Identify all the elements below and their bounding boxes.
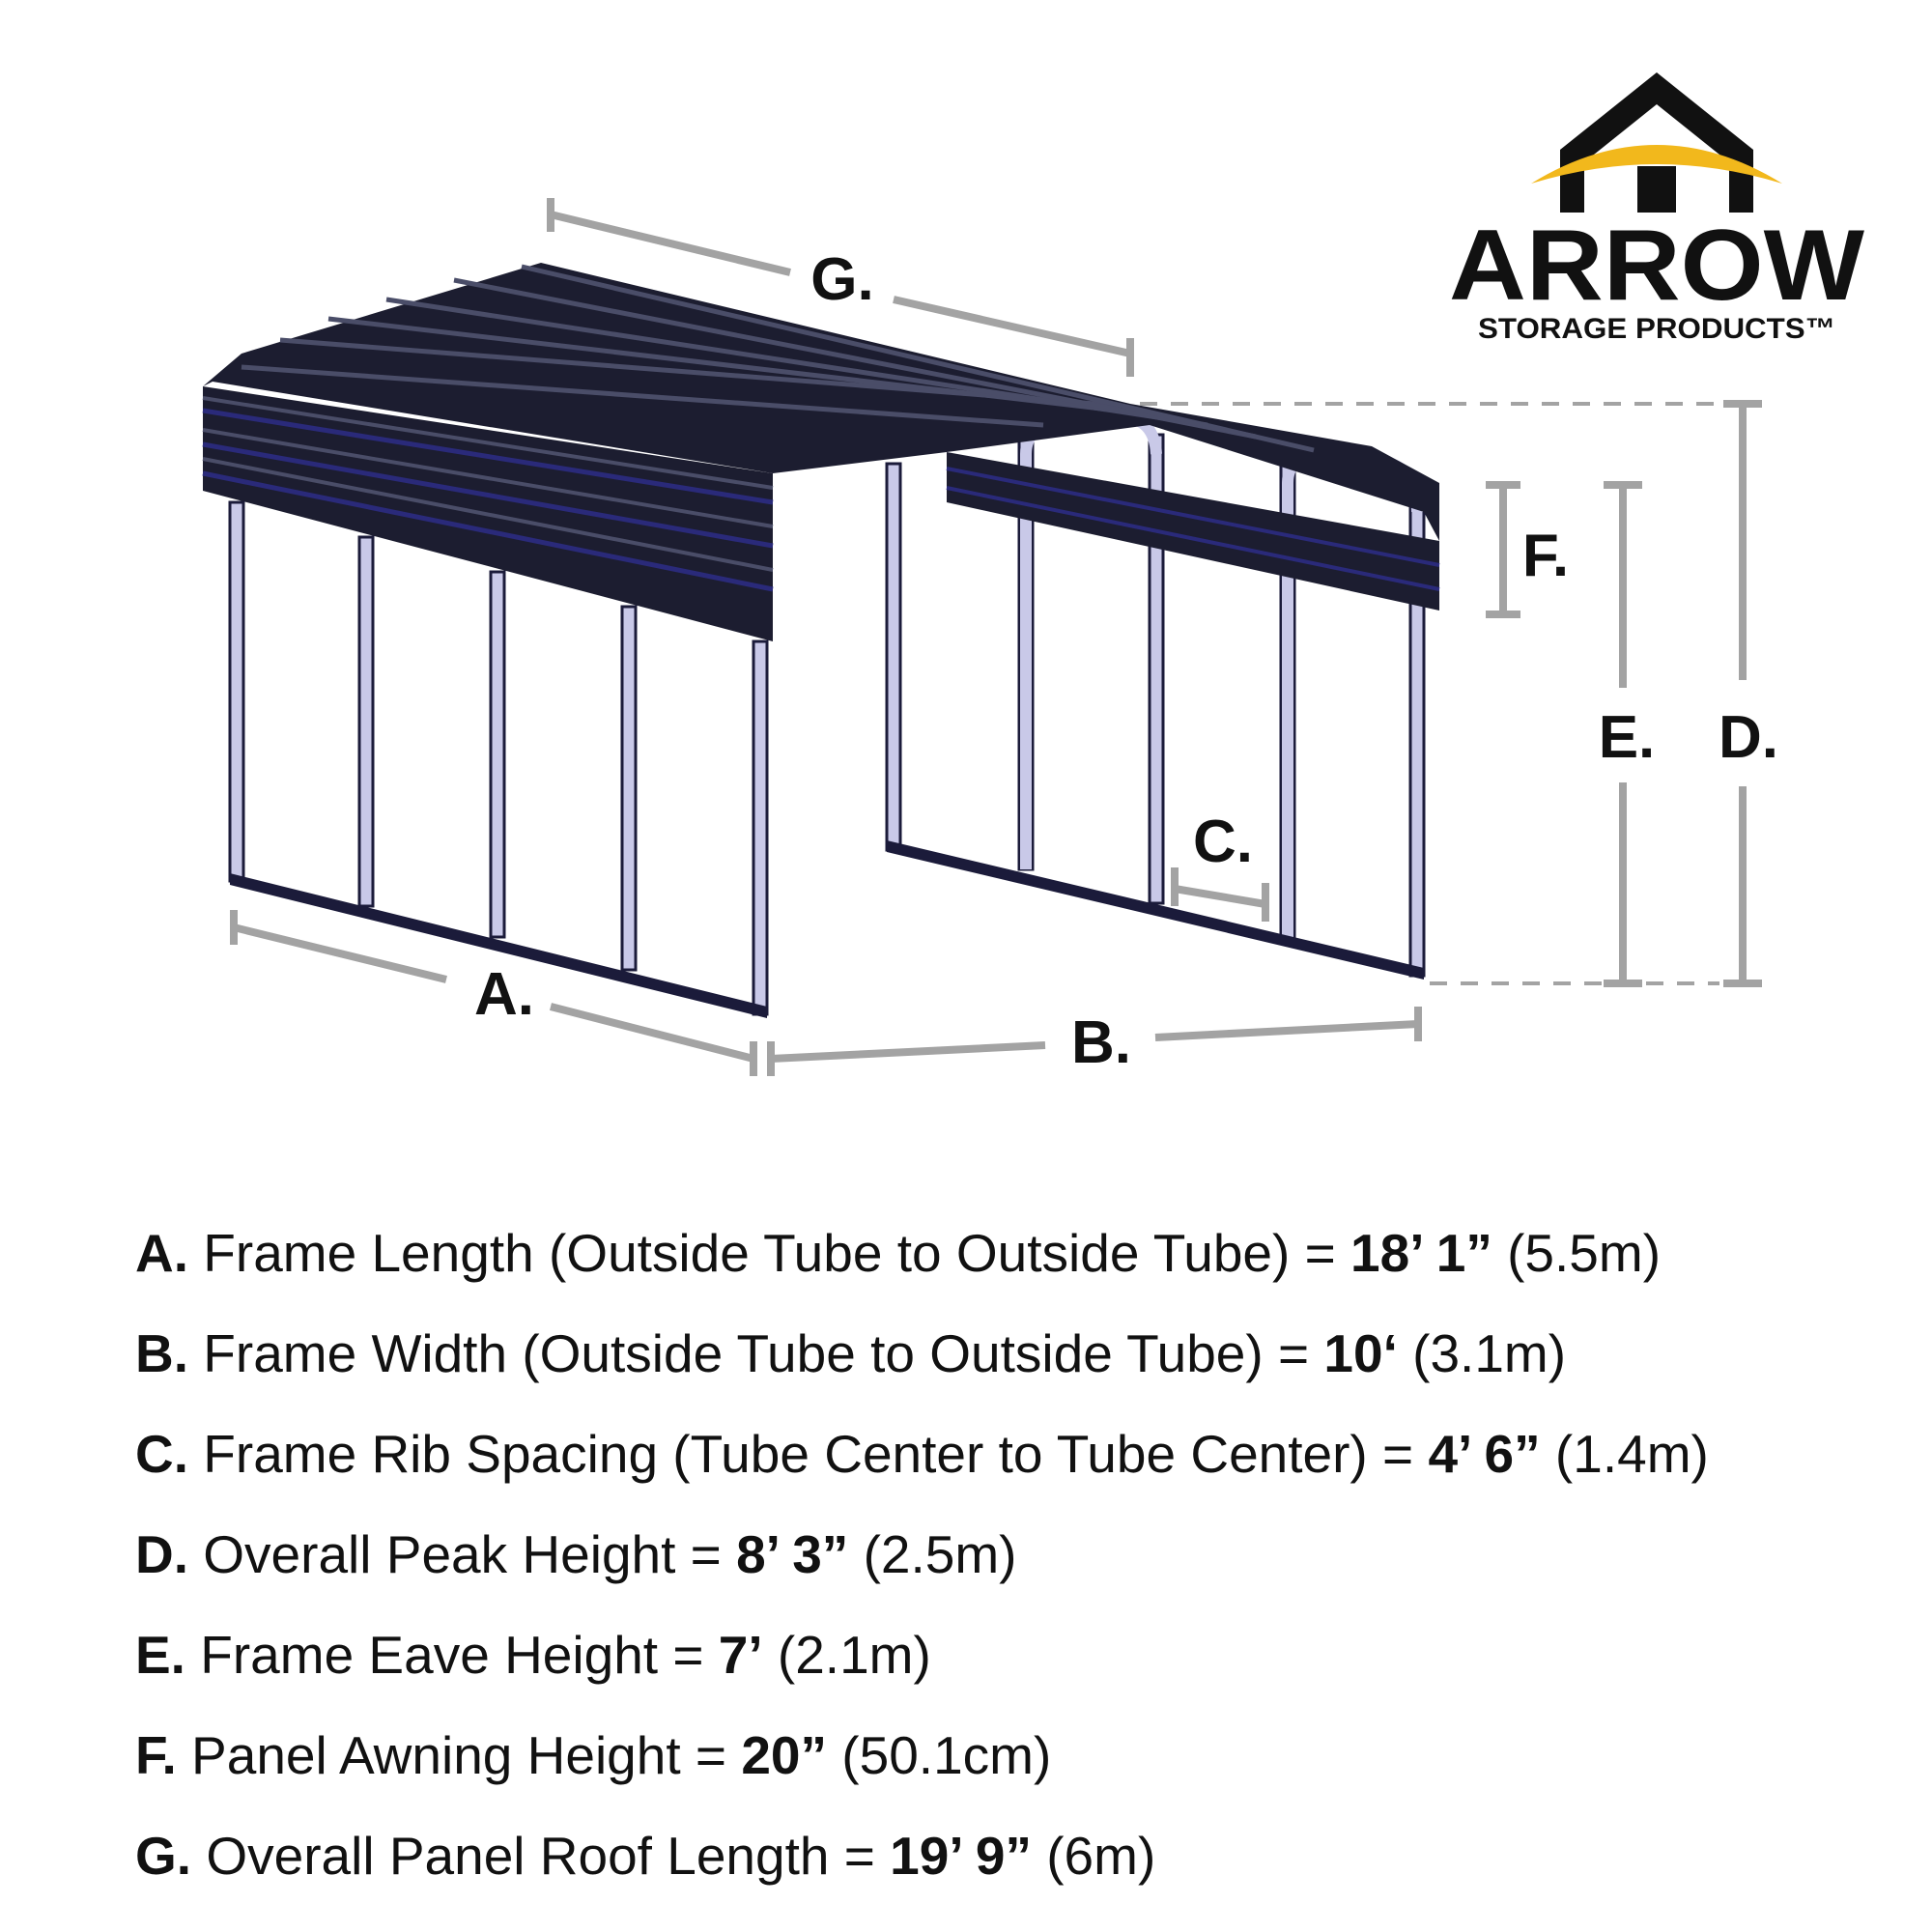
left-post-2 (359, 537, 373, 906)
spec-row-a (135, 1203, 1893, 1303)
dim-label-b: B. (1071, 1009, 1131, 1076)
right-post-1 (887, 464, 900, 850)
dim-label-d: D. (1719, 704, 1778, 771)
spec-metric: (2.1m) (762, 1625, 931, 1685)
spec-key: E. (135, 1625, 185, 1685)
spec-key: D. (135, 1524, 188, 1584)
logo-brand: ARROW (1449, 210, 1865, 322)
dim-g-line-right (894, 299, 1130, 354)
house-icon (1531, 72, 1782, 213)
dim-g-line-left (551, 214, 790, 272)
left-post-3 (491, 572, 504, 937)
left-post-5 (753, 641, 767, 1014)
dim-c-line (1175, 889, 1265, 904)
spec-text: Frame Width (Outside Tube to Outside Tube) = (188, 1323, 1324, 1383)
spec-value: 7’ (718, 1625, 763, 1685)
spec-key: F. (135, 1725, 177, 1785)
spec-value: 20” (741, 1725, 828, 1785)
spec-key: A. (135, 1223, 188, 1283)
spec-metric: (2.5m) (848, 1524, 1017, 1584)
dim-b-line-right (1155, 1024, 1418, 1037)
arrow-logo (1439, 58, 1874, 348)
spec-metric: (3.1m) (1397, 1323, 1567, 1383)
dim-label-a: A. (474, 961, 534, 1028)
spec-row-e (135, 1605, 1893, 1705)
dim-b-line-left (771, 1045, 1045, 1059)
spec-metric: (6m) (1031, 1826, 1156, 1886)
spec-value: 8’ 3” (736, 1524, 849, 1584)
spec-text: Overall Panel Roof Length = (191, 1826, 891, 1886)
spec-key: C. (135, 1424, 188, 1484)
spec-metric: (5.5m) (1492, 1223, 1662, 1283)
spec-metric: (1.4m) (1540, 1424, 1709, 1484)
spec-key: G. (135, 1826, 192, 1886)
dim-a-line-right (551, 1007, 753, 1059)
spec-value: 18’ 1” (1350, 1223, 1492, 1283)
dim-label-c: C. (1193, 809, 1253, 875)
dim-label-g: G. (810, 246, 874, 313)
spec-row-d (135, 1504, 1893, 1605)
specification-list (135, 1203, 1893, 1906)
spec-row-f (135, 1705, 1893, 1805)
spec-row-c (135, 1404, 1893, 1504)
dim-label-f: F. (1521, 523, 1570, 589)
spec-value: 19’ 9” (890, 1826, 1032, 1886)
spec-row-g (135, 1805, 1893, 1906)
dim-label-e: E. (1598, 704, 1656, 771)
spec-text: Frame Eave Height = (185, 1625, 719, 1685)
spec-key: B. (135, 1323, 188, 1383)
left-post-1 (230, 502, 243, 881)
spec-text: Frame Length (Outside Tube to Outside Tube) = (188, 1223, 1351, 1283)
spec-text: Frame Rib Spacing (Tube Center to Tube Center) = (188, 1424, 1429, 1484)
logo-tagline: STORAGE PRODUCTS™ (1478, 313, 1835, 345)
spec-text: Overall Peak Height = (188, 1524, 737, 1584)
spec-text: Panel Awning Height = (176, 1725, 742, 1785)
spec-value: 4’ 6” (1428, 1424, 1541, 1484)
left-post-4 (622, 607, 636, 970)
dim-a-line-left (234, 927, 446, 980)
spec-row-b (135, 1303, 1893, 1404)
spec-metric: (50.1cm) (827, 1725, 1052, 1785)
spec-value: 10‘ (1323, 1323, 1398, 1383)
